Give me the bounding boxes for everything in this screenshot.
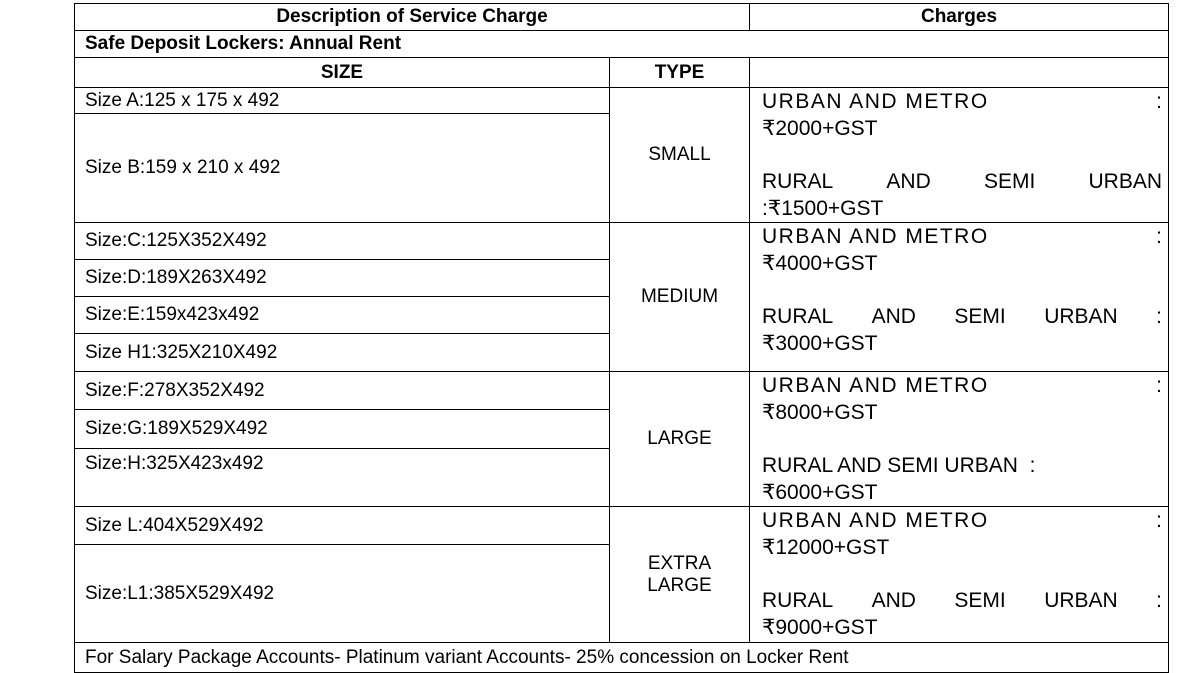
rural-word: AND [886,170,931,193]
urban-label: URBAN AND METRO [762,509,989,532]
type-cell-medium: MEDIUM [610,223,750,372]
urban-line [762,372,1162,399]
table-row [75,372,1169,410]
size-cell: Size:E:159x423x492 [75,297,610,334]
urban-value: ₹8000+GST [762,401,878,424]
rural-word: AND [871,589,916,612]
rural-value: ₹6000+GST [762,481,878,504]
column-header-row [75,58,1169,88]
urban-line [762,223,1162,250]
colon: : [1156,305,1162,328]
charge-cell-large [750,372,1169,507]
rural-word: SEMI [983,170,1036,193]
description-header: Description of Service Charge [75,4,750,31]
colon: : [1156,374,1162,397]
table-row [75,88,1169,114]
rural-line [762,303,1162,330]
urban-line [762,88,1162,115]
rural-word: RURAL [762,170,834,193]
type-line: LARGE [647,574,712,596]
rural-word: SEMI [954,305,1006,328]
table-row [75,507,1169,545]
rural-word: URBAN [1088,170,1162,193]
type-cell-small: SMALL [610,88,750,223]
urban-value: ₹2000+GST [762,117,878,140]
urban-value: ₹4000+GST [762,252,878,275]
rural-value: ₹3000+GST [762,332,878,355]
type-cell-large: LARGE [610,372,750,507]
size-cell: Size:F:278X352X492 [75,372,610,410]
colon: : [1156,509,1162,532]
charge-cell-medium [750,223,1169,372]
rural-word: SEMI [954,589,1006,612]
urban-label: URBAN AND METRO [762,225,989,248]
rural-word: URBAN [1044,589,1118,612]
rural-word: RURAL [762,589,834,612]
charge-cell-small [750,88,1169,223]
urban-label: URBAN AND METRO [762,374,989,397]
table-row [75,223,1169,260]
rural-line [762,168,1162,195]
urban-label: URBAN AND METRO [762,90,989,113]
rural-word: URBAN [1044,305,1118,328]
blank-header-cell [750,58,1169,88]
colon: : [1156,225,1162,248]
size-cell: Size:G:189X529X492 [75,410,610,449]
rural-word: RURAL [762,305,834,328]
type-column-header: TYPE [610,58,750,88]
charges-header: Charges [750,4,1169,31]
size-cell: Size H1:325X210X492 [75,334,610,372]
colon: : [1156,90,1162,113]
rural-value: ₹9000+GST [762,616,878,639]
size-column-header: SIZE [75,58,610,88]
size-cell: Size:L1:385X529X492 [75,545,610,643]
size-cell: Size:H:325X423x492 [75,449,610,507]
footer-note: For Salary Package Accounts- Platinum variant Accounts- 25% concession on Locker Rent [75,643,1169,673]
urban-line [762,507,1162,534]
size-cell: Size:D:189X263X492 [75,260,610,297]
section-row [75,31,1169,58]
colon: : [1156,589,1162,612]
urban-value: ₹12000+GST [762,536,890,559]
footer-row [75,643,1169,673]
rural-value: :₹1500+GST [762,197,884,220]
size-cell: Size L:404X529X492 [75,507,610,545]
locker-charges-table [74,3,1169,673]
size-cell: Size B:159 x 210 x 492 [75,114,610,223]
rural-label: RURAL AND SEMI URBAN : [762,454,1036,477]
rural-line [762,587,1162,614]
section-title: Safe Deposit Lockers: Annual Rent [75,31,1169,58]
header-row [75,4,1169,31]
type-cell-extra-large [610,507,750,643]
charge-cell-extra-large [750,507,1169,643]
type-line: EXTRA [647,552,712,574]
size-cell: Size:C:125X352X492 [75,223,610,260]
size-cell: Size A:125 x 175 x 492 [75,88,610,114]
rural-word: AND [871,305,916,328]
